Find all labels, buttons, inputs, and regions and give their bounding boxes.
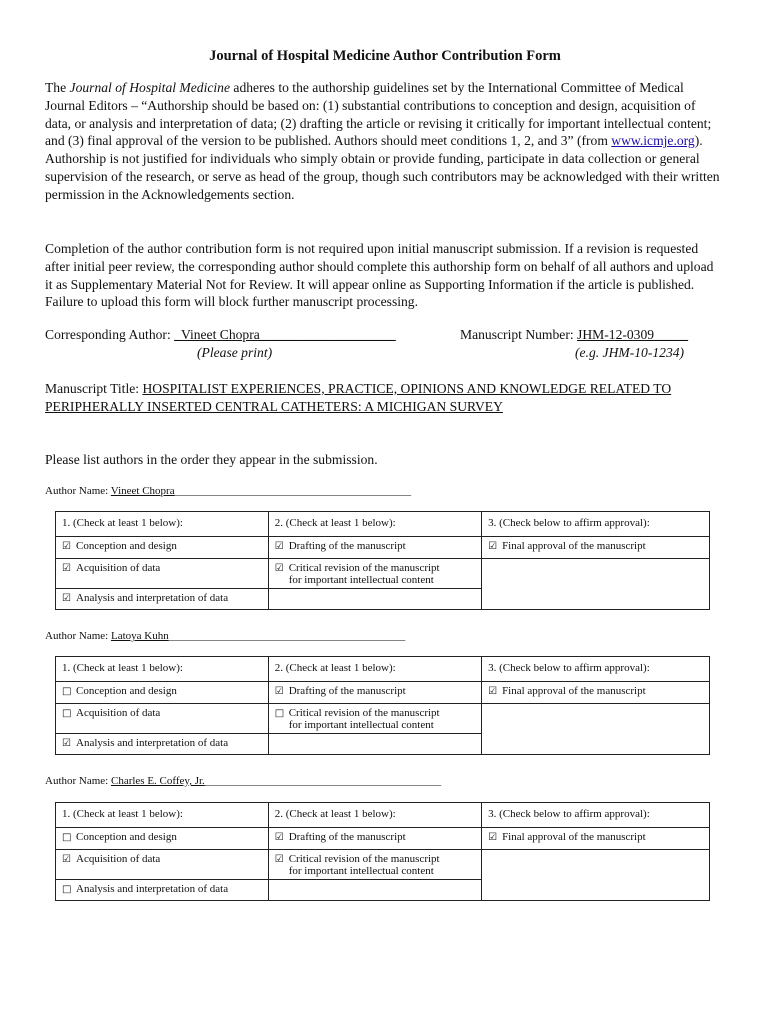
- checkbox[interactable]: □: [274, 708, 285, 719]
- intro-text-1: The: [45, 80, 70, 95]
- col1-header: 1. (Check at least 1 below):: [56, 512, 269, 537]
- option-final[interactable]: [482, 828, 710, 850]
- option-critical[interactable]: [268, 704, 481, 734]
- option-label-cont: for important intellectual content: [288, 719, 434, 731]
- col1-header: 1. (Check at least 1 below):: [56, 657, 269, 682]
- contribution-table: [55, 511, 710, 610]
- option-critical[interactable]: [268, 850, 481, 880]
- checkbox[interactable]: ☑: [62, 541, 71, 552]
- journal-name: Journal of Hospital Medicine: [69, 80, 231, 95]
- corresponding-author-label: Corresponding Author:: [45, 327, 175, 342]
- option-label-cont: for important intellectual content: [288, 865, 434, 877]
- option-label: Analysis and interpretation of data: [76, 737, 229, 749]
- col2-header: 2. (Check at least 1 below):: [268, 512, 481, 537]
- option-final[interactable]: [482, 682, 710, 704]
- author-name-field[interactable]: Vineet Chopra: [110, 485, 175, 497]
- author-name-line: [45, 485, 411, 497]
- contribution-table: [55, 802, 710, 901]
- checkbox[interactable]: ☑: [62, 854, 71, 865]
- contribution-table: [55, 656, 710, 755]
- manuscript-title: [45, 380, 725, 416]
- checkbox[interactable]: ☑: [62, 563, 71, 574]
- option-analysis[interactable]: [56, 589, 269, 610]
- option-drafting[interactable]: [268, 828, 481, 850]
- manuscript-number-hint: (e.g. JHM-10-1234): [575, 345, 685, 360]
- list-instruction: Please list authors in the order they appear in the submission.: [45, 452, 378, 467]
- checkbox[interactable]: ☑: [62, 593, 71, 604]
- checkbox[interactable]: ☑: [62, 738, 71, 749]
- manuscript-title-field[interactable]: HOSPITALIST EXPERIENCES, PRACTICE, OPINIONS AND KNOWLEDGE RELATED TO PERIPHERALLY INSERTED CENTRAL CATHETERS: A MICHIGAN SURVEY: [45, 381, 672, 414]
- author-name-fill: ___________________________________________: [204, 775, 442, 787]
- col3-header: 3. (Check below to affirm approval):: [482, 512, 710, 537]
- corresponding-author-hint: (Please print): [197, 345, 273, 360]
- checkbox[interactable]: □: [62, 832, 72, 843]
- checkbox[interactable]: ☑: [274, 563, 284, 574]
- manuscript-number-field[interactable]: JHM-12-0309_____: [577, 327, 689, 342]
- empty-cell: [268, 589, 481, 610]
- completion-note: Completion of the author contribution form is not required upon initial manuscript submission. If a revision is requested after initial peer review, the corresponding author should complete this authorship form on behalf of all authors and upload it as Supplementary Material Not for Review. It will appear online as Supporting Information if the article is published. Failure to upload this form will block further manuscript processing.: [45, 241, 714, 310]
- option-label: Acquisition of data: [76, 707, 161, 719]
- option-analysis[interactable]: [56, 734, 269, 755]
- option-label: Critical revision of the manuscript: [288, 562, 440, 574]
- option-label: Conception and design: [76, 831, 177, 843]
- checkbox[interactable]: □: [62, 686, 72, 697]
- option-drafting[interactable]: [268, 682, 481, 704]
- option-label: Conception and design: [76, 685, 177, 697]
- intro-text-2: adheres to the authorship guidelines set by the International Committee of Medical Journal Editors – “Authorship should be based on: (1) substantial contributions to conception and design, acquisition of data, or analysis and interpretation of data; (2) drafting the article or revising it critically for important intellectual content; and (3) final approval of the version to be published. Authors should meet conditions 1, 2, and 3” (from: [45, 80, 712, 149]
- author-name-field[interactable]: Charles E. Coffey, Jr.: [110, 775, 205, 787]
- option-label: Final approval of the manuscript: [502, 540, 646, 552]
- option-conception[interactable]: [56, 828, 269, 850]
- form-title: Journal of Hospital Medicine Author Contribution Form: [209, 48, 561, 64]
- intro-text-3: ). Authorship is not justified for individuals who simply obtain or provide funding, participate in data collection or general supervision of the research, or serve as head of the group, though such contributors may be acknowledged with their written permission in the Acknowledgements section.: [45, 133, 720, 202]
- col3-header: 3. (Check below to affirm approval):: [482, 657, 710, 682]
- checkbox[interactable]: ☑: [274, 541, 284, 552]
- col2-header: 2. (Check at least 1 below):: [268, 803, 481, 828]
- option-acquisition[interactable]: [56, 559, 269, 589]
- option-label: Final approval of the manuscript: [502, 685, 646, 697]
- author-name-label: Author Name:: [45, 630, 111, 642]
- manuscript-number-label: Manuscript Number:: [460, 327, 578, 342]
- author-name-label: Author Name:: [45, 485, 111, 497]
- checkbox[interactable]: □: [62, 884, 72, 895]
- icmje-link[interactable]: www.icmje.org: [611, 133, 695, 149]
- option-label: Analysis and interpretation of data: [76, 883, 229, 895]
- col2-header: 2. (Check at least 1 below):: [268, 657, 481, 682]
- empty-cell: [482, 704, 710, 755]
- option-conception[interactable]: [56, 537, 269, 559]
- manuscript-title-label: Manuscript Title:: [45, 381, 143, 396]
- option-label: Analysis and interpretation of data: [76, 592, 229, 604]
- checkbox[interactable]: ☑: [274, 686, 284, 697]
- author-name-label: Author Name:: [45, 775, 111, 787]
- option-acquisition[interactable]: [56, 850, 269, 880]
- col1-header: 1. (Check at least 1 below):: [56, 803, 269, 828]
- option-label: Acquisition of data: [76, 853, 161, 865]
- option-acquisition[interactable]: [56, 704, 269, 734]
- corresponding-author-field[interactable]: _Vineet Chopra____________________: [174, 327, 396, 342]
- empty-cell: [268, 734, 481, 755]
- option-label: Acquisition of data: [76, 562, 161, 574]
- option-critical[interactable]: [268, 559, 481, 589]
- option-drafting[interactable]: [268, 537, 481, 559]
- author-name-line: [45, 775, 441, 787]
- option-final[interactable]: [482, 537, 710, 559]
- option-conception[interactable]: [56, 682, 269, 704]
- corresponding-author: [45, 327, 396, 343]
- checkbox[interactable]: ☑: [488, 541, 498, 552]
- intro-paragraph: [45, 79, 723, 204]
- checkbox[interactable]: ☑: [488, 686, 498, 697]
- option-label: Final approval of the manuscript: [502, 831, 646, 843]
- option-label: Drafting of the manuscript: [288, 831, 406, 843]
- author-name-line: [45, 630, 405, 642]
- col3-header: 3. (Check below to affirm approval):: [482, 803, 710, 828]
- manuscript-number: [460, 327, 688, 343]
- option-label: Critical revision of the manuscript: [288, 707, 440, 719]
- option-label: Conception and design: [76, 540, 177, 552]
- option-analysis[interactable]: [56, 880, 269, 901]
- option-label: Drafting of the manuscript: [288, 540, 406, 552]
- empty-cell: [482, 559, 710, 610]
- checkbox[interactable]: □: [62, 708, 72, 719]
- empty-cell: [482, 850, 710, 901]
- checkbox[interactable]: ☑: [488, 832, 498, 843]
- author-name-fill: ___________________________________________: [168, 630, 406, 642]
- option-label-cont: for important intellectual content: [288, 574, 434, 586]
- checkbox[interactable]: ☑: [274, 832, 284, 843]
- checkbox[interactable]: ☑: [274, 854, 284, 865]
- author-name-fill: ___________________________________________: [174, 485, 412, 497]
- empty-cell: [268, 880, 481, 901]
- author-name-field[interactable]: Latoya Kuhn: [110, 630, 169, 642]
- option-label: Critical revision of the manuscript: [288, 853, 440, 865]
- option-label: Drafting of the manuscript: [288, 685, 406, 697]
